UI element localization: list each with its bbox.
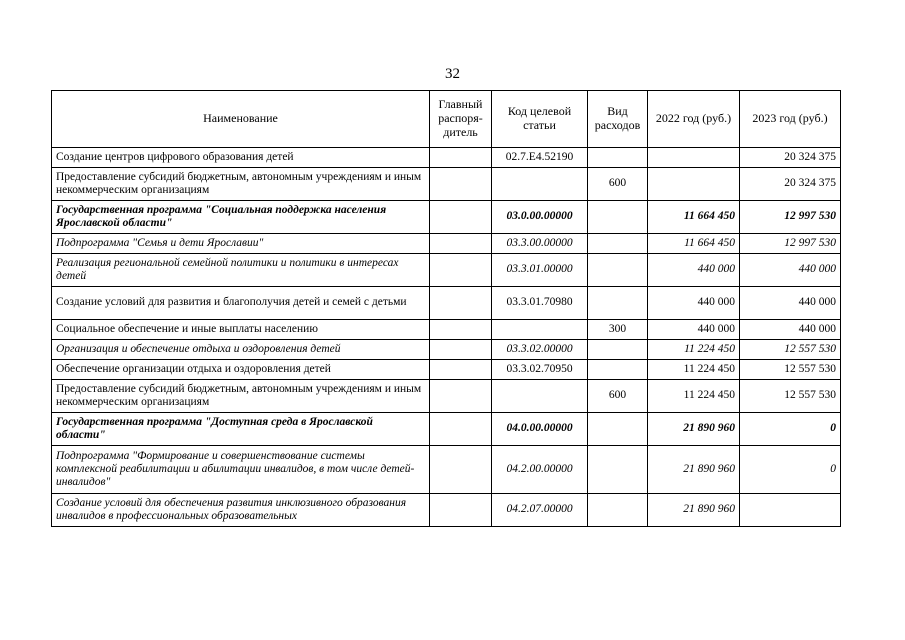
row-2023: 12 557 530 xyxy=(740,340,841,360)
page-number: 32 xyxy=(445,66,460,82)
row-code: 04.0.00.00000 xyxy=(492,413,588,446)
row-code: 03.3.01.00000 xyxy=(492,254,588,287)
row-expense-type xyxy=(588,446,648,494)
row-expense-type: 600 xyxy=(588,380,648,413)
row-expense-type xyxy=(588,360,648,380)
row-manager xyxy=(430,320,492,340)
row-name: Государственная программа "Доступная среда в Ярославской области" xyxy=(52,413,430,446)
row-name: Реализация региональной семейной политики и политики в интересах детей xyxy=(52,254,430,287)
row-name: Создание центров цифрового образования детей xyxy=(52,148,430,168)
row-name: Создание условий для обеспечения развития инклюзивного образования инвалидов в профессиональных образовательных xyxy=(52,494,430,527)
row-code xyxy=(492,168,588,201)
table-row xyxy=(52,254,841,287)
table-row xyxy=(52,320,841,340)
row-2023: 12 557 530 xyxy=(740,360,841,380)
row-expense-type: 600 xyxy=(588,168,648,201)
row-2022: 21 890 960 xyxy=(648,446,740,494)
table-row xyxy=(52,494,841,527)
row-expense-type xyxy=(588,287,648,320)
header-name: Наименование xyxy=(52,91,430,148)
row-2022: 11 224 450 xyxy=(648,360,740,380)
table-row xyxy=(52,380,841,413)
row-2023: 20 324 375 xyxy=(740,168,841,201)
row-manager xyxy=(430,380,492,413)
row-manager xyxy=(430,201,492,234)
row-name: Подпрограмма "Семья и дети Ярославии" xyxy=(52,234,430,254)
row-expense-type xyxy=(588,494,648,527)
row-code: 03.3.02.70950 xyxy=(492,360,588,380)
table-row xyxy=(52,168,841,201)
row-2023: 12 997 530 xyxy=(740,234,841,254)
row-code: 02.7.Е4.52190 xyxy=(492,148,588,168)
row-2022: 440 000 xyxy=(648,287,740,320)
row-2022: 440 000 xyxy=(648,254,740,287)
row-2022: 440 000 xyxy=(648,320,740,340)
row-2023: 12 997 530 xyxy=(740,201,841,234)
row-2023: 440 000 xyxy=(740,320,841,340)
row-2022: 21 890 960 xyxy=(648,413,740,446)
header-year-2022: 2022 год (руб.) xyxy=(648,91,740,148)
header-year-2023: 2023 год (руб.) xyxy=(740,91,841,148)
budget-table xyxy=(51,90,841,527)
row-expense-type xyxy=(588,201,648,234)
table-row xyxy=(52,413,841,446)
row-2023: 12 557 530 xyxy=(740,380,841,413)
row-2022: 11 224 450 xyxy=(648,380,740,413)
row-expense-type xyxy=(588,340,648,360)
row-code xyxy=(492,320,588,340)
row-2023: 440 000 xyxy=(740,287,841,320)
row-code: 04.2.00.00000 xyxy=(492,446,588,494)
row-name: Подпрограмма "Формирование и совершенствование системы комплексной реабилитации и абилитации инвалидов, в том числе детей-инвалидов" xyxy=(52,446,430,494)
table-header-row xyxy=(52,91,841,148)
row-code: 03.3.00.00000 xyxy=(492,234,588,254)
row-2023: 0 xyxy=(740,413,841,446)
row-name: Социальное обеспечение и иные выплаты населению xyxy=(52,320,430,340)
row-manager xyxy=(430,234,492,254)
row-code: 03.3.01.70980 xyxy=(492,287,588,320)
row-code: 03.3.02.00000 xyxy=(492,340,588,360)
row-2022: 11 664 450 xyxy=(648,234,740,254)
row-manager xyxy=(430,254,492,287)
row-2022: 21 890 960 xyxy=(648,494,740,527)
table-row xyxy=(52,287,841,320)
row-expense-type xyxy=(588,413,648,446)
row-manager xyxy=(430,413,492,446)
row-2023: 20 324 375 xyxy=(740,148,841,168)
row-2022: 11 664 450 xyxy=(648,201,740,234)
row-code: 03.0.00.00000 xyxy=(492,201,588,234)
row-2022 xyxy=(648,168,740,201)
table-row xyxy=(52,446,841,494)
header-expense-type: Вид расходов xyxy=(588,91,648,148)
row-2023 xyxy=(740,494,841,527)
table-row xyxy=(52,148,841,168)
table-row xyxy=(52,201,841,234)
row-manager xyxy=(430,148,492,168)
row-name: Организация и обеспечение отдыха и оздоровления детей xyxy=(52,340,430,360)
row-name: Обеспечение организации отдыха и оздоровления детей xyxy=(52,360,430,380)
row-expense-type xyxy=(588,254,648,287)
table-row xyxy=(52,360,841,380)
row-manager xyxy=(430,168,492,201)
row-manager xyxy=(430,446,492,494)
row-2022: 11 224 450 xyxy=(648,340,740,360)
row-2023: 0 xyxy=(740,446,841,494)
header-code: Код целевой статьи xyxy=(492,91,588,148)
row-expense-type xyxy=(588,148,648,168)
table-row xyxy=(52,340,841,360)
header-manager: Главный распоря-дитель xyxy=(430,91,492,148)
row-code xyxy=(492,380,588,413)
row-name: Создание условий для развития и благополучия детей и семей с детьми xyxy=(52,287,430,320)
row-code: 04.2.07.00000 xyxy=(492,494,588,527)
row-name: Государственная программа "Социальная поддержка населения Ярославской области" xyxy=(52,201,430,234)
row-2022 xyxy=(648,148,740,168)
row-manager xyxy=(430,360,492,380)
table-row xyxy=(52,234,841,254)
row-2023: 440 000 xyxy=(740,254,841,287)
row-manager xyxy=(430,340,492,360)
row-name: Предоставление субсидий бюджетным, автономным учреждениям и иным некоммерческим организациям xyxy=(52,380,430,413)
row-manager xyxy=(430,287,492,320)
row-manager xyxy=(430,494,492,527)
row-expense-type xyxy=(588,234,648,254)
row-expense-type: 300 xyxy=(588,320,648,340)
row-name: Предоставление субсидий бюджетным, автономным учреждениям и иным некоммерческим организациям xyxy=(52,168,430,201)
